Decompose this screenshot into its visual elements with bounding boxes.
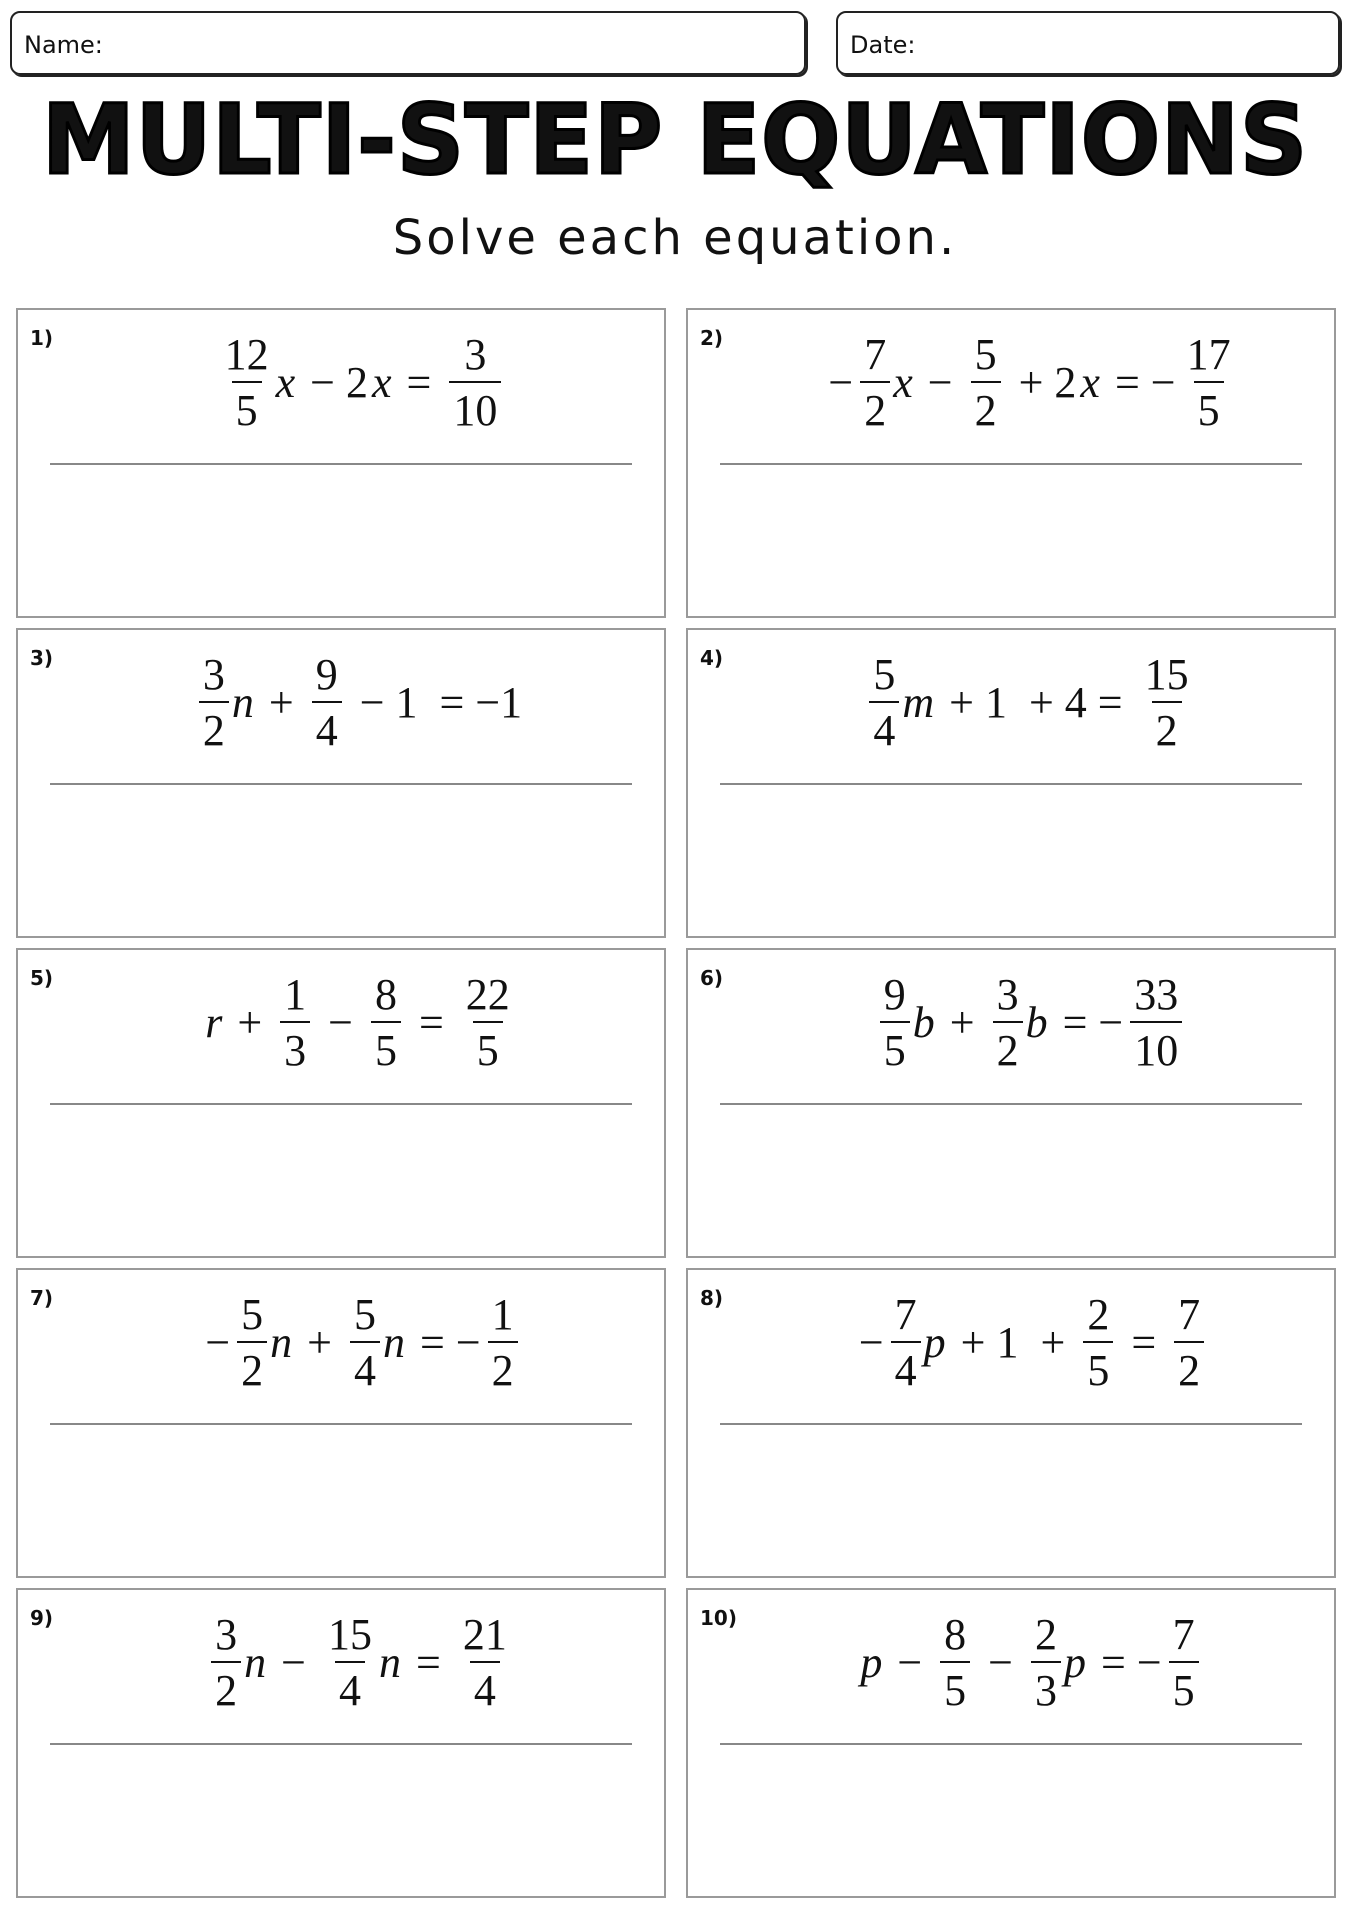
equation-term: − [977,1638,1024,1687]
fraction [312,649,342,755]
denominator: 2 [971,381,1001,433]
answer-line[interactable] [50,783,632,785]
fraction [940,1609,970,1715]
equation [205,969,517,1075]
fraction [1174,1289,1204,1395]
problem-box-3 [16,628,666,938]
variable: n [270,1318,293,1367]
variable: p [1064,1638,1086,1687]
numerator: 33 [1134,969,1179,1019]
numerator: 9 [883,969,906,1019]
variable: n [244,1638,267,1687]
variable: m [902,678,935,727]
variable: b [1025,998,1048,1047]
numerator: 7 [1178,1289,1201,1339]
numerator: 17 [1186,329,1231,379]
numerator: 3 [215,1609,238,1659]
denominator: 4 [891,1341,921,1393]
denominator: 5 [880,1021,910,1073]
fraction [211,1609,241,1715]
equation-term: − [317,998,364,1047]
page-title: MULTI-STEP EQUATIONS [42,84,1308,196]
equation-term: = [1120,1318,1168,1367]
numerator: 5 [241,1289,264,1339]
equation-term: − 2 [299,358,368,407]
date-field[interactable] [836,11,1340,75]
fraction [324,1609,376,1715]
equation-term: = [405,1638,452,1687]
numerator: 1 [284,969,307,1019]
equation-term: − 1 = −1 [348,678,523,727]
equation-term: − [270,1638,317,1687]
fraction [993,969,1023,1075]
problem-number: 9) [30,1606,54,1630]
equation-term: + 2 [1007,358,1077,407]
equation [866,649,1195,755]
date-label: Date: [850,31,916,59]
numerator: 12 [224,329,269,379]
fraction [462,969,514,1075]
answer-line[interactable] [50,1743,632,1745]
denominator: 4 [312,701,342,753]
fraction [1169,1609,1199,1715]
equation-term: = − [1051,998,1124,1047]
equation-term: − [886,1638,934,1687]
numerator: 2 [1087,1289,1110,1339]
fraction [869,649,899,755]
denominator: 2 [237,1341,267,1393]
variable: x [275,358,296,407]
denominator: 10 [1130,1021,1182,1073]
fraction [1141,649,1193,755]
equation [208,1609,514,1715]
fraction [971,329,1001,435]
variable: x [372,358,392,407]
problem-number: 7) [30,1286,54,1310]
equation [855,1289,1207,1395]
equation-term: − [858,1318,884,1367]
instruction-text: Solve each equation. [392,210,958,266]
numerator: 5 [873,649,896,699]
numerator: 8 [944,1609,967,1659]
problem-box-2 [686,308,1336,618]
denominator: 10 [449,381,501,433]
fraction [1130,969,1182,1075]
name-label: Name: [24,31,103,59]
problem-box-6 [686,948,1336,1258]
denominator: 2 [1174,1341,1204,1393]
answer-line[interactable] [50,1103,632,1105]
variable: r [205,998,223,1047]
answer-line[interactable] [720,1103,1302,1105]
problem-number: 6) [700,966,724,990]
numerator: 3 [996,969,1019,1019]
variable: p [860,1638,883,1687]
equation-term: + [226,998,274,1047]
denominator: 4 [869,701,899,753]
denominator: 5 [1083,1341,1113,1393]
answer-line[interactable] [720,783,1302,785]
fraction [1183,329,1235,435]
denominator: 2 [1152,701,1182,753]
problem-number: 2) [700,326,724,350]
problem-box-4 [686,628,1336,938]
answer-line[interactable] [50,463,632,465]
denominator: 4 [350,1341,380,1393]
denominator: 5 [1169,1661,1199,1713]
numerator: 3 [464,329,487,379]
variable: n [379,1638,401,1687]
problem-number: 4) [700,646,724,670]
equation-term: + 1 + [949,1318,1077,1367]
equation-term: = − [1090,1638,1162,1687]
fraction [449,329,501,435]
equation-term: + [938,998,986,1047]
problem-number: 5) [30,966,54,990]
name-field[interactable] [10,11,806,75]
equation-term: = − [409,1318,481,1367]
numerator: 7 [894,1289,917,1339]
numerator: 9 [315,649,338,699]
fraction [221,329,273,435]
fraction [371,969,401,1075]
answer-line[interactable] [50,1423,632,1425]
equation-term: + [296,1318,343,1367]
numerator: 3 [202,649,225,699]
fraction [891,1289,921,1395]
answer-line[interactable] [720,1423,1302,1425]
numerator: 5 [974,329,997,379]
problem-number: 1) [30,326,54,350]
denominator: 5 [371,1021,401,1073]
fraction [880,969,910,1075]
fraction [237,1289,267,1395]
numerator: 15 [328,1609,372,1659]
numerator: 5 [354,1289,376,1339]
equation-term: − [205,1318,231,1367]
fraction [459,1609,511,1715]
problem-box-10 [686,1588,1336,1898]
equation [877,969,1185,1075]
numerator: 21 [462,1609,507,1659]
equation-term: + [257,678,305,727]
problem-number: 8) [700,1286,724,1310]
numerator: 15 [1144,649,1189,699]
equation [860,1609,1201,1715]
equation-term: = − [1103,358,1176,407]
numerator: 1 [491,1289,514,1339]
variable: x [893,358,913,407]
problem-box-8 [686,1268,1336,1578]
variable: p [923,1318,946,1367]
denominator: 5 [232,381,262,433]
equation-term: − [916,358,964,407]
variable: n [231,678,254,727]
denominator: 2 [993,1021,1023,1073]
equation-term: − [828,358,854,407]
numerator: 22 [465,969,510,1019]
variable: n [383,1318,405,1367]
answer-line[interactable] [720,463,1302,465]
numerator: 7 [1172,1609,1195,1659]
problem-box-7 [16,1268,666,1578]
equation [218,329,505,435]
denominator: 4 [335,1661,365,1713]
problem-box-5 [16,948,666,1258]
denominator: 5 [473,1021,503,1073]
numerator: 8 [374,969,397,1019]
problem-box-9 [16,1588,666,1898]
fraction [488,1289,518,1395]
equation-term: = [407,998,455,1047]
equation [824,329,1237,435]
equation-term: = [395,358,443,407]
denominator: 3 [1031,1661,1061,1713]
denominator: 2 [488,1341,518,1393]
denominator: 2 [199,701,229,753]
answer-line[interactable] [720,1743,1302,1745]
fraction [1083,1289,1113,1395]
variable: x [1080,358,1100,407]
denominator: 5 [1194,381,1224,433]
fraction [860,329,890,435]
numerator: 2 [1035,1609,1057,1659]
fraction [199,649,229,755]
fraction [1031,1609,1061,1715]
denominator: 5 [940,1661,970,1713]
problem-number: 10) [700,1606,737,1630]
numerator: 7 [864,329,887,379]
denominator: 3 [280,1021,310,1073]
denominator: 2 [860,381,890,433]
problem-box-1 [16,308,666,618]
equation-term: + 1 + 4 = [938,678,1134,727]
equation [196,649,526,755]
variable: b [912,998,935,1047]
problem-number: 3) [30,646,54,670]
fraction [280,969,310,1075]
denominator: 2 [211,1661,241,1713]
equation [201,1289,520,1395]
denominator: 4 [470,1661,500,1713]
fraction [350,1289,380,1395]
